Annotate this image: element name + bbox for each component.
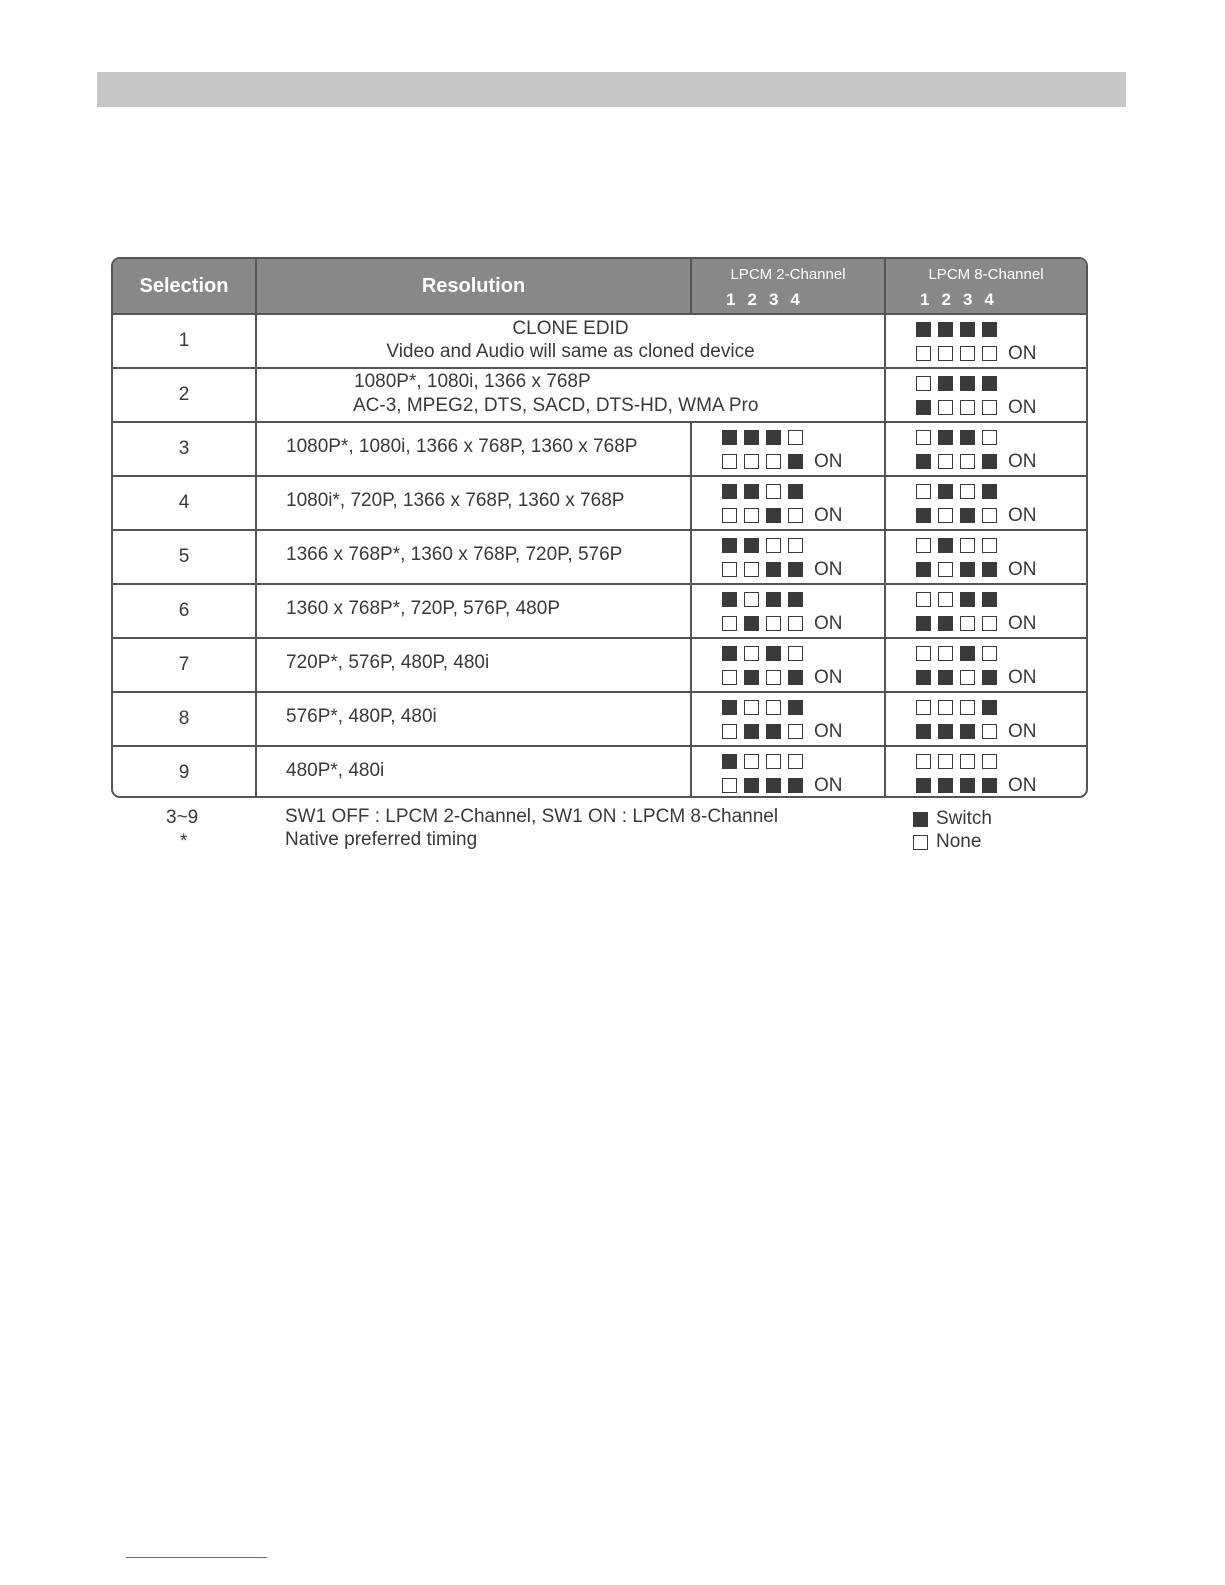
on-label: ON bbox=[814, 559, 843, 580]
resolution-cell bbox=[257, 423, 692, 475]
filled-square-icon bbox=[766, 724, 781, 739]
header-lpcm8-label: LPCM 8-Channel bbox=[928, 266, 1044, 283]
empty-square-icon bbox=[938, 700, 953, 715]
resolution-text: 1360 x 768P*, 720P, 576P, 480P bbox=[286, 598, 560, 619]
lpcm2-switch-cell bbox=[692, 531, 886, 583]
legend-none-label: None bbox=[936, 831, 982, 852]
filled-square-icon bbox=[960, 778, 975, 793]
empty-square-icon bbox=[938, 646, 953, 661]
legend-switch-label: Switch bbox=[936, 808, 992, 829]
footer-link-underline bbox=[126, 1557, 267, 1558]
footnote-mark: 3~9 bbox=[166, 807, 199, 828]
resolution-cell bbox=[257, 747, 692, 798]
dip-switch-setting bbox=[722, 643, 872, 689]
on-label: ON bbox=[814, 775, 843, 796]
filled-square-icon bbox=[788, 592, 803, 607]
dip-switch-on-row bbox=[722, 669, 843, 686]
filled-square-icon bbox=[722, 646, 737, 661]
empty-square-icon bbox=[788, 430, 803, 445]
dip-switch-setting bbox=[916, 643, 1066, 689]
empty-square-icon bbox=[960, 670, 975, 685]
filled-square-icon bbox=[916, 778, 931, 793]
empty-square-icon bbox=[960, 538, 975, 553]
lpcm2-switch-cell bbox=[692, 477, 886, 529]
dip-switch-off-row bbox=[916, 753, 997, 770]
filled-square-icon bbox=[982, 322, 997, 337]
filled-square-icon bbox=[938, 376, 953, 391]
filled-square-icon bbox=[744, 538, 759, 553]
dip-switch-setting bbox=[916, 589, 1066, 635]
dip-switch-off-row bbox=[916, 591, 997, 608]
empty-square-icon bbox=[722, 778, 737, 793]
on-label: ON bbox=[814, 451, 843, 472]
switch-number: 2 bbox=[747, 290, 757, 309]
lpcm2-switch-cell bbox=[692, 585, 886, 637]
dip-switch-off-row bbox=[916, 483, 997, 500]
resolution-text: 1080P*, 1080i, 1366 x 768P, 1360 x 768P bbox=[286, 436, 638, 457]
empty-square-icon bbox=[982, 646, 997, 661]
dip-switch-setting bbox=[722, 481, 872, 527]
dip-switch-off-row bbox=[722, 429, 803, 446]
empty-square-icon bbox=[913, 835, 928, 850]
empty-square-icon bbox=[916, 754, 931, 769]
filled-square-icon bbox=[982, 670, 997, 685]
filled-square-icon bbox=[766, 592, 781, 607]
on-label: ON bbox=[1008, 451, 1037, 472]
filled-square-icon bbox=[722, 754, 737, 769]
header-lpcm2-switch-numbers bbox=[726, 290, 800, 310]
on-label: ON bbox=[1008, 775, 1037, 796]
empty-square-icon bbox=[982, 508, 997, 523]
lpcm8-switch-cell bbox=[886, 477, 1086, 529]
resolution-text: 1080i*, 720P, 1366 x 768P, 1360 x 768P bbox=[286, 490, 625, 511]
table-row bbox=[113, 529, 1086, 583]
empty-square-icon bbox=[982, 430, 997, 445]
dip-switch-off-row bbox=[916, 375, 997, 392]
empty-square-icon bbox=[938, 454, 953, 469]
lpcm8-switch-cell bbox=[886, 531, 1086, 583]
lpcm8-switch-cell bbox=[886, 639, 1086, 691]
empty-square-icon bbox=[960, 346, 975, 361]
header-lpcm8-cell bbox=[886, 259, 1086, 313]
filled-square-icon bbox=[982, 454, 997, 469]
filled-square-icon bbox=[722, 700, 737, 715]
dip-switch-on-row bbox=[722, 615, 843, 632]
legend-none bbox=[913, 831, 981, 853]
filled-square-icon bbox=[722, 484, 737, 499]
dip-switch-setting bbox=[916, 535, 1066, 581]
resolution-cell bbox=[257, 531, 692, 583]
empty-square-icon bbox=[916, 538, 931, 553]
on-label: ON bbox=[814, 721, 843, 742]
filled-square-icon bbox=[982, 700, 997, 715]
empty-square-icon bbox=[938, 346, 953, 361]
empty-square-icon bbox=[788, 616, 803, 631]
filled-square-icon bbox=[766, 562, 781, 577]
selection-number: 8 bbox=[113, 693, 257, 745]
on-label: ON bbox=[1008, 505, 1037, 526]
empty-square-icon bbox=[722, 616, 737, 631]
resolution-text: 1366 x 768P*, 1360 x 768P, 720P, 576P bbox=[286, 544, 623, 565]
resolution-text: AC-3, MPEG2, DTS, SACD, DTS-HD, WMA Pro bbox=[353, 395, 759, 416]
resolution-cell bbox=[257, 693, 692, 745]
filled-square-icon bbox=[938, 670, 953, 685]
empty-square-icon bbox=[788, 538, 803, 553]
resolution-cell bbox=[257, 369, 886, 421]
filled-square-icon bbox=[960, 562, 975, 577]
lpcm2-switch-cell bbox=[692, 693, 886, 745]
empty-square-icon bbox=[916, 376, 931, 391]
table-row bbox=[113, 637, 1086, 691]
section-title-bar bbox=[97, 72, 1126, 107]
resolution-text: 1080P*, 1080i, 1366 x 768P bbox=[354, 371, 591, 392]
table-row bbox=[113, 691, 1086, 745]
filled-square-icon bbox=[744, 724, 759, 739]
empty-square-icon bbox=[916, 646, 931, 661]
filled-square-icon bbox=[916, 508, 931, 523]
on-label: ON bbox=[1008, 397, 1037, 418]
dip-switch-on-row bbox=[722, 453, 843, 470]
filled-square-icon bbox=[744, 430, 759, 445]
on-label: ON bbox=[814, 613, 843, 634]
on-label: ON bbox=[1008, 613, 1037, 634]
dip-switch-on-row bbox=[722, 561, 843, 578]
empty-square-icon bbox=[938, 592, 953, 607]
filled-square-icon bbox=[766, 646, 781, 661]
switch-number: 4 bbox=[984, 290, 994, 309]
on-label: ON bbox=[1008, 343, 1037, 364]
empty-square-icon bbox=[722, 562, 737, 577]
empty-square-icon bbox=[960, 700, 975, 715]
resolution-text: 480P*, 480i bbox=[286, 760, 385, 781]
filled-square-icon bbox=[916, 562, 931, 577]
empty-square-icon bbox=[938, 562, 953, 577]
filled-square-icon bbox=[916, 454, 931, 469]
filled-square-icon bbox=[960, 592, 975, 607]
resolution-text: 720P*, 576P, 480P, 480i bbox=[286, 652, 490, 673]
filled-square-icon bbox=[982, 778, 997, 793]
filled-square-icon bbox=[938, 616, 953, 631]
empty-square-icon bbox=[960, 754, 975, 769]
filled-square-icon bbox=[722, 592, 737, 607]
selection-number: 9 bbox=[113, 747, 257, 798]
filled-square-icon bbox=[982, 484, 997, 499]
header-resolution-label: Resolution bbox=[421, 275, 526, 297]
filled-square-icon bbox=[960, 724, 975, 739]
filled-square-icon bbox=[960, 376, 975, 391]
selection-number: 4 bbox=[113, 477, 257, 529]
header-lpcm2-label: LPCM 2-Channel bbox=[730, 266, 846, 283]
filled-square-icon bbox=[982, 592, 997, 607]
empty-square-icon bbox=[766, 754, 781, 769]
dip-switch-setting bbox=[722, 589, 872, 635]
dip-switch-off-row bbox=[722, 699, 803, 716]
dip-switch-setting bbox=[916, 751, 1066, 797]
dip-switch-setting bbox=[916, 319, 1066, 365]
filled-square-icon bbox=[938, 724, 953, 739]
empty-square-icon bbox=[744, 700, 759, 715]
dip-switch-on-row bbox=[722, 777, 843, 794]
filled-square-icon bbox=[938, 778, 953, 793]
filled-square-icon bbox=[744, 616, 759, 631]
empty-square-icon bbox=[982, 724, 997, 739]
header-lpcm8-switch-numbers bbox=[920, 290, 994, 310]
empty-square-icon bbox=[744, 454, 759, 469]
edid-selection-table bbox=[111, 257, 1088, 798]
empty-square-icon bbox=[722, 670, 737, 685]
dip-switch-on-row bbox=[916, 777, 1037, 794]
empty-square-icon bbox=[766, 454, 781, 469]
filled-square-icon bbox=[960, 508, 975, 523]
dip-switch-off-row bbox=[916, 699, 997, 716]
lpcm8-switch-cell bbox=[886, 585, 1086, 637]
filled-square-icon bbox=[916, 670, 931, 685]
dip-switch-off-row bbox=[916, 537, 997, 554]
switch-number: 1 bbox=[726, 290, 736, 309]
selection-number: 7 bbox=[113, 639, 257, 691]
filled-square-icon bbox=[960, 430, 975, 445]
empty-square-icon bbox=[788, 508, 803, 523]
empty-square-icon bbox=[916, 346, 931, 361]
empty-square-icon bbox=[982, 754, 997, 769]
filled-square-icon bbox=[916, 322, 931, 337]
empty-square-icon bbox=[982, 346, 997, 361]
filled-square-icon bbox=[766, 778, 781, 793]
dip-switch-on-row bbox=[916, 453, 1037, 470]
empty-square-icon bbox=[722, 454, 737, 469]
lpcm8-switch-cell bbox=[886, 423, 1086, 475]
header-resolution-cell bbox=[257, 259, 692, 313]
dip-switch-setting bbox=[722, 751, 872, 797]
empty-square-icon bbox=[960, 484, 975, 499]
selection-number: 6 bbox=[113, 585, 257, 637]
dip-switch-on-row bbox=[916, 615, 1037, 632]
empty-square-icon bbox=[938, 400, 953, 415]
header-selection-label: Selection bbox=[139, 275, 229, 297]
empty-square-icon bbox=[960, 454, 975, 469]
filled-square-icon bbox=[788, 778, 803, 793]
dip-switch-on-row bbox=[916, 669, 1037, 686]
filled-square-icon bbox=[938, 538, 953, 553]
on-label: ON bbox=[1008, 559, 1037, 580]
filled-square-icon bbox=[960, 322, 975, 337]
lpcm8-switch-cell bbox=[886, 369, 1086, 421]
dip-switch-off-row bbox=[722, 591, 803, 608]
filled-square-icon bbox=[938, 484, 953, 499]
filled-square-icon bbox=[788, 670, 803, 685]
filled-square-icon bbox=[916, 724, 931, 739]
resolution-text: 576P*, 480P, 480i bbox=[286, 706, 437, 727]
empty-square-icon bbox=[982, 616, 997, 631]
legend-switch bbox=[913, 808, 992, 830]
empty-square-icon bbox=[982, 400, 997, 415]
lpcm8-switch-cell bbox=[886, 747, 1086, 798]
dip-switch-setting bbox=[916, 697, 1066, 743]
filled-square-icon bbox=[766, 508, 781, 523]
filled-square-icon bbox=[982, 562, 997, 577]
footnote-text: Native preferred timing bbox=[285, 829, 478, 850]
empty-square-icon bbox=[766, 616, 781, 631]
switch-number: 2 bbox=[941, 290, 951, 309]
selection-number: 3 bbox=[113, 423, 257, 475]
filled-square-icon bbox=[788, 454, 803, 469]
filled-square-icon bbox=[744, 484, 759, 499]
empty-square-icon bbox=[744, 646, 759, 661]
lpcm2-switch-cell bbox=[692, 747, 886, 798]
dip-switch-off-row bbox=[722, 645, 803, 662]
dip-switch-on-row bbox=[916, 507, 1037, 524]
empty-square-icon bbox=[938, 754, 953, 769]
filled-square-icon bbox=[916, 400, 931, 415]
dip-switch-on-row bbox=[916, 399, 1037, 416]
on-label: ON bbox=[814, 505, 843, 526]
dip-switch-setting bbox=[722, 697, 872, 743]
switch-number: 3 bbox=[768, 290, 779, 309]
filled-square-icon bbox=[913, 812, 928, 827]
selection-number: 2 bbox=[113, 369, 257, 421]
filled-square-icon bbox=[766, 430, 781, 445]
dip-switch-off-row bbox=[722, 483, 803, 500]
dip-switch-setting bbox=[916, 427, 1066, 473]
empty-square-icon bbox=[766, 670, 781, 685]
lpcm2-switch-cell bbox=[692, 423, 886, 475]
lpcm8-switch-cell bbox=[886, 315, 1086, 367]
table-row bbox=[113, 421, 1086, 475]
resolution-text: Video and Audio will same as cloned device bbox=[386, 341, 755, 362]
empty-square-icon bbox=[960, 400, 975, 415]
switch-number: 1 bbox=[920, 290, 930, 309]
on-label: ON bbox=[814, 667, 843, 688]
dip-switch-off-row bbox=[722, 537, 803, 554]
empty-square-icon bbox=[744, 754, 759, 769]
footnote-mark: * bbox=[180, 831, 188, 852]
empty-square-icon bbox=[916, 592, 931, 607]
filled-square-icon bbox=[960, 646, 975, 661]
empty-square-icon bbox=[766, 484, 781, 499]
filled-square-icon bbox=[938, 430, 953, 445]
dip-switch-on-row bbox=[916, 561, 1037, 578]
header-selection-cell bbox=[113, 259, 257, 313]
filled-square-icon bbox=[982, 376, 997, 391]
resolution-cell bbox=[257, 315, 886, 367]
dip-switch-setting bbox=[722, 427, 872, 473]
footnote-text: SW1 OFF : LPCM 2-Channel, SW1 ON : LPCM 8-Channel bbox=[285, 806, 779, 827]
empty-square-icon bbox=[938, 508, 953, 523]
resolution-cell bbox=[257, 585, 692, 637]
empty-square-icon bbox=[744, 592, 759, 607]
empty-square-icon bbox=[788, 646, 803, 661]
dip-switch-setting bbox=[722, 535, 872, 581]
lpcm2-switch-cell bbox=[692, 639, 886, 691]
switch-number: 4 bbox=[790, 290, 800, 309]
table-row bbox=[113, 367, 1086, 421]
filled-square-icon bbox=[744, 670, 759, 685]
filled-square-icon bbox=[916, 616, 931, 631]
empty-square-icon bbox=[916, 430, 931, 445]
on-label: ON bbox=[1008, 721, 1037, 742]
resolution-text: CLONE EDID bbox=[512, 318, 629, 339]
dip-switch-off-row bbox=[916, 645, 997, 662]
resolution-cell bbox=[257, 639, 692, 691]
empty-square-icon bbox=[960, 616, 975, 631]
lpcm8-switch-cell bbox=[886, 693, 1086, 745]
table-row bbox=[113, 475, 1086, 529]
dip-switch-on-row bbox=[722, 723, 843, 740]
selection-number: 1 bbox=[113, 315, 257, 367]
dip-switch-off-row bbox=[722, 753, 803, 770]
dip-switch-on-row bbox=[916, 345, 1037, 362]
filled-square-icon bbox=[722, 430, 737, 445]
filled-square-icon bbox=[788, 484, 803, 499]
table-header bbox=[113, 259, 1086, 313]
filled-square-icon bbox=[938, 322, 953, 337]
empty-square-icon bbox=[744, 508, 759, 523]
table-row bbox=[113, 583, 1086, 637]
resolution-cell bbox=[257, 477, 692, 529]
selection-number: 5 bbox=[113, 531, 257, 583]
filled-square-icon bbox=[788, 562, 803, 577]
filled-square-icon bbox=[788, 700, 803, 715]
header-lpcm2-cell bbox=[692, 259, 886, 313]
filled-square-icon bbox=[744, 778, 759, 793]
dip-switch-setting bbox=[916, 373, 1066, 419]
empty-square-icon bbox=[916, 700, 931, 715]
empty-square-icon bbox=[722, 508, 737, 523]
empty-square-icon bbox=[982, 538, 997, 553]
switch-number: 3 bbox=[962, 290, 973, 309]
dip-switch-on-row bbox=[916, 723, 1037, 740]
dip-switch-on-row bbox=[722, 507, 843, 524]
table-row bbox=[113, 745, 1086, 798]
table-row bbox=[113, 313, 1086, 367]
empty-square-icon bbox=[916, 484, 931, 499]
empty-square-icon bbox=[744, 562, 759, 577]
empty-square-icon bbox=[722, 724, 737, 739]
empty-square-icon bbox=[788, 724, 803, 739]
filled-square-icon bbox=[722, 538, 737, 553]
dip-switch-off-row bbox=[916, 429, 997, 446]
dip-switch-off-row bbox=[916, 321, 997, 338]
empty-square-icon bbox=[766, 700, 781, 715]
dip-switch-setting bbox=[916, 481, 1066, 527]
empty-square-icon bbox=[766, 538, 781, 553]
empty-square-icon bbox=[788, 754, 803, 769]
on-label: ON bbox=[1008, 667, 1037, 688]
